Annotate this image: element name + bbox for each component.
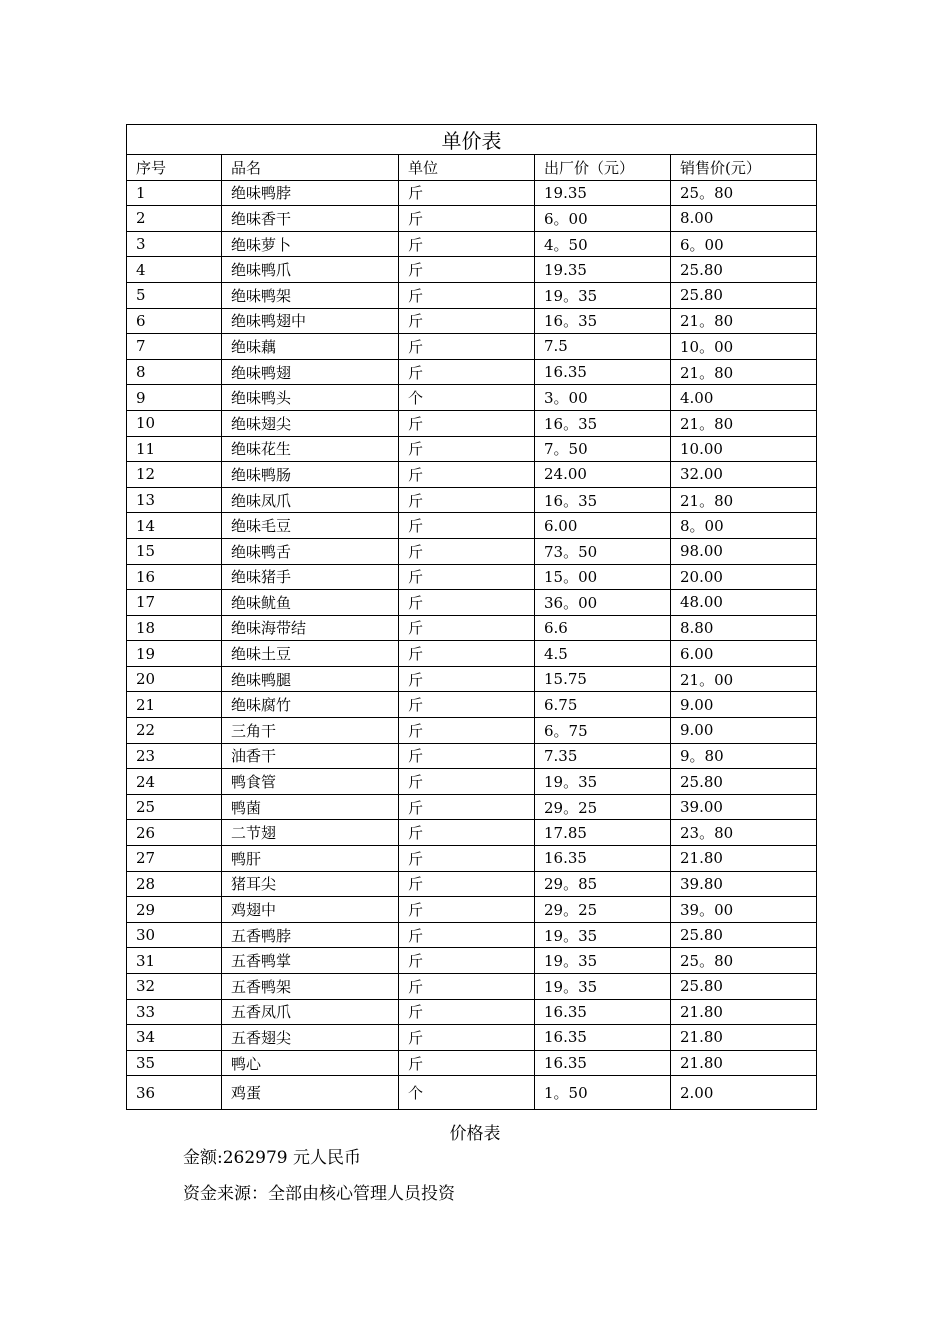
cell-factory-price: 19。35 — [535, 282, 671, 308]
cell-unit: 个 — [399, 1076, 535, 1110]
cell-unit: 斤 — [399, 999, 535, 1025]
cell-unit: 斤 — [399, 794, 535, 820]
cell-factory-price: 6。00 — [535, 206, 671, 232]
cell-retail-price: 39.00 — [671, 794, 817, 820]
table-row — [127, 436, 817, 462]
cell-product-name: 绝味鱿鱼 — [222, 590, 399, 616]
cell-factory-price: 19.35 — [535, 257, 671, 283]
table-row — [127, 308, 817, 334]
cell-index: 24 — [127, 769, 222, 795]
cell-unit: 斤 — [399, 590, 535, 616]
cell-product-name: 绝味毛豆 — [222, 513, 399, 539]
cell-retail-price: 9。80 — [671, 743, 817, 769]
cell-product-name: 绝味鸭腿 — [222, 666, 399, 692]
cell-index: 20 — [127, 666, 222, 692]
cell-retail-price: 21。80 — [671, 410, 817, 436]
cell-factory-price: 6.6 — [535, 615, 671, 641]
cell-retail-price: 21。80 — [671, 308, 817, 334]
amount-text: 金额:262979 元人民币 — [183, 1148, 362, 1168]
table-row — [127, 615, 817, 641]
cell-retail-price: 6.00 — [671, 641, 817, 667]
header-product-name: 品名 — [222, 155, 399, 181]
cell-product-name: 绝味鸭翅中 — [222, 308, 399, 334]
table-row — [127, 513, 817, 539]
table-row — [127, 180, 817, 206]
table-row — [127, 385, 817, 411]
cell-unit: 斤 — [399, 206, 535, 232]
cell-product-name: 三角干 — [222, 718, 399, 744]
table-header-row — [127, 155, 817, 181]
cell-index: 17 — [127, 590, 222, 616]
cell-index: 30 — [127, 922, 222, 948]
header-index: 序号 — [127, 155, 222, 181]
table-row — [127, 922, 817, 948]
cell-retail-price: 21。00 — [671, 666, 817, 692]
cell-retail-price: 25.80 — [671, 974, 817, 1000]
cell-product-name: 鸭食管 — [222, 769, 399, 795]
cell-index: 35 — [127, 1050, 222, 1076]
cell-index: 18 — [127, 615, 222, 641]
cell-unit: 斤 — [399, 410, 535, 436]
cell-factory-price: 4.5 — [535, 641, 671, 667]
cell-product-name: 绝味鸭肠 — [222, 462, 399, 488]
cell-product-name: 绝味鸭架 — [222, 282, 399, 308]
cell-product-name: 鸭菌 — [222, 794, 399, 820]
table-row — [127, 334, 817, 360]
cell-retail-price: 39。00 — [671, 897, 817, 923]
table-row — [127, 231, 817, 257]
cell-factory-price: 16.35 — [535, 1025, 671, 1051]
cell-unit: 斤 — [399, 871, 535, 897]
cell-unit: 斤 — [399, 436, 535, 462]
cell-retail-price: 39.80 — [671, 871, 817, 897]
cell-index: 25 — [127, 794, 222, 820]
cell-retail-price: 48.00 — [671, 590, 817, 616]
table-row — [127, 897, 817, 923]
cell-retail-price: 21。80 — [671, 359, 817, 385]
cell-index: 8 — [127, 359, 222, 385]
cell-factory-price: 16.35 — [535, 359, 671, 385]
cell-index: 1 — [127, 180, 222, 206]
cell-retail-price: 8.80 — [671, 615, 817, 641]
cell-product-name: 绝味鸭脖 — [222, 180, 399, 206]
cell-product-name: 绝味香干 — [222, 206, 399, 232]
cell-index: 28 — [127, 871, 222, 897]
table-row — [127, 641, 817, 667]
cell-product-name: 绝味土豆 — [222, 641, 399, 667]
cell-index: 21 — [127, 692, 222, 718]
cell-factory-price: 16。35 — [535, 487, 671, 513]
cell-index: 32 — [127, 974, 222, 1000]
cell-retail-price: 20.00 — [671, 564, 817, 590]
table-body — [127, 180, 817, 1110]
cell-retail-price: 9.00 — [671, 692, 817, 718]
cell-retail-price: 8。00 — [671, 513, 817, 539]
cell-retail-price: 25。80 — [671, 948, 817, 974]
cell-retail-price: 32.00 — [671, 462, 817, 488]
cell-factory-price: 73。50 — [535, 538, 671, 564]
cell-retail-price: 21.80 — [671, 1025, 817, 1051]
cell-unit: 斤 — [399, 462, 535, 488]
cell-factory-price: 4。50 — [535, 231, 671, 257]
cell-product-name: 绝味猪手 — [222, 564, 399, 590]
cell-index: 34 — [127, 1025, 222, 1051]
cell-unit: 斤 — [399, 948, 535, 974]
cell-factory-price: 16.35 — [535, 1050, 671, 1076]
cell-index: 12 — [127, 462, 222, 488]
cell-factory-price: 19。35 — [535, 769, 671, 795]
table-row — [127, 359, 817, 385]
cell-product-name: 五香鸭脖 — [222, 922, 399, 948]
cell-product-name: 绝味凤爪 — [222, 487, 399, 513]
cell-index: 27 — [127, 846, 222, 872]
cell-factory-price: 16.35 — [535, 846, 671, 872]
cell-unit: 斤 — [399, 180, 535, 206]
cell-unit: 斤 — [399, 820, 535, 846]
cell-factory-price: 19。35 — [535, 922, 671, 948]
cell-index: 7 — [127, 334, 222, 360]
cell-product-name: 绝味藕 — [222, 334, 399, 360]
cell-product-name: 五香凤爪 — [222, 999, 399, 1025]
cell-product-name: 鸡翅中 — [222, 897, 399, 923]
table-row — [127, 794, 817, 820]
header-factory-price: 出厂价（元） — [535, 155, 671, 181]
cell-retail-price: 25.80 — [671, 257, 817, 283]
table-row — [127, 538, 817, 564]
cell-product-name: 绝味萝卜 — [222, 231, 399, 257]
cell-unit: 斤 — [399, 513, 535, 539]
cell-factory-price: 17.85 — [535, 820, 671, 846]
cell-unit: 斤 — [399, 334, 535, 360]
cell-index: 36 — [127, 1076, 222, 1110]
cell-retail-price: 21.80 — [671, 1050, 817, 1076]
cell-product-name: 油香干 — [222, 743, 399, 769]
cell-factory-price: 29。85 — [535, 871, 671, 897]
cell-index: 13 — [127, 487, 222, 513]
cell-unit: 斤 — [399, 282, 535, 308]
cell-retail-price: 9.00 — [671, 718, 817, 744]
cell-retail-price: 2.00 — [671, 1076, 817, 1110]
cell-product-name: 鸭心 — [222, 1050, 399, 1076]
cell-retail-price: 8.00 — [671, 206, 817, 232]
cell-retail-price: 10.00 — [671, 436, 817, 462]
table-row — [127, 1025, 817, 1051]
cell-factory-price: 24.00 — [535, 462, 671, 488]
cell-product-name: 五香鸭掌 — [222, 948, 399, 974]
table-row — [127, 718, 817, 744]
cell-index: 10 — [127, 410, 222, 436]
cell-retail-price: 25.80 — [671, 282, 817, 308]
cell-index: 26 — [127, 820, 222, 846]
cell-unit: 斤 — [399, 718, 535, 744]
table-caption: 价格表 — [449, 1124, 501, 1144]
cell-unit: 斤 — [399, 1025, 535, 1051]
cell-unit: 斤 — [399, 257, 535, 283]
cell-unit: 斤 — [399, 692, 535, 718]
cell-unit: 个 — [399, 385, 535, 411]
table-row — [127, 666, 817, 692]
table-row — [127, 948, 817, 974]
cell-factory-price: 6。75 — [535, 718, 671, 744]
cell-unit: 斤 — [399, 231, 535, 257]
cell-product-name: 绝味鸭爪 — [222, 257, 399, 283]
cell-factory-price: 15.75 — [535, 666, 671, 692]
table-row — [127, 846, 817, 872]
cell-product-name: 二节翅 — [222, 820, 399, 846]
table-row — [127, 462, 817, 488]
cell-index: 11 — [127, 436, 222, 462]
cell-unit: 斤 — [399, 897, 535, 923]
cell-unit: 斤 — [399, 769, 535, 795]
cell-retail-price: 21.80 — [671, 999, 817, 1025]
cell-index: 4 — [127, 257, 222, 283]
cell-factory-price: 36。00 — [535, 590, 671, 616]
cell-index: 3 — [127, 231, 222, 257]
cell-index: 16 — [127, 564, 222, 590]
cell-index: 5 — [127, 282, 222, 308]
cell-index: 9 — [127, 385, 222, 411]
table-row — [127, 590, 817, 616]
cell-factory-price: 1。50 — [535, 1076, 671, 1110]
cell-unit: 斤 — [399, 564, 535, 590]
cell-product-name: 猪耳尖 — [222, 871, 399, 897]
cell-factory-price: 6.00 — [535, 513, 671, 539]
cell-factory-price: 7.35 — [535, 743, 671, 769]
cell-factory-price: 19。35 — [535, 948, 671, 974]
table-row — [127, 1076, 817, 1110]
table-row — [127, 257, 817, 283]
cell-retail-price: 23。80 — [671, 820, 817, 846]
cell-factory-price: 15。00 — [535, 564, 671, 590]
cell-factory-price: 3。00 — [535, 385, 671, 411]
table-row — [127, 410, 817, 436]
cell-retail-price: 25.80 — [671, 922, 817, 948]
cell-index: 23 — [127, 743, 222, 769]
table-title-row — [127, 125, 817, 155]
cell-retail-price: 25。80 — [671, 180, 817, 206]
cell-factory-price: 29。25 — [535, 794, 671, 820]
header-retail-price: 销售价(元） — [671, 155, 817, 181]
cell-retail-price: 21。80 — [671, 487, 817, 513]
table-row — [127, 564, 817, 590]
cell-index: 31 — [127, 948, 222, 974]
cell-retail-price: 6。00 — [671, 231, 817, 257]
cell-index: 2 — [127, 206, 222, 232]
cell-unit: 斤 — [399, 308, 535, 334]
table-row — [127, 769, 817, 795]
cell-product-name: 绝味鸭舌 — [222, 538, 399, 564]
table-title: 单价表 — [127, 125, 817, 155]
cell-product-name: 绝味鸭头 — [222, 385, 399, 411]
cell-factory-price: 19.35 — [535, 180, 671, 206]
cell-unit: 斤 — [399, 846, 535, 872]
cell-product-name: 绝味海带结 — [222, 615, 399, 641]
cell-unit: 斤 — [399, 359, 535, 385]
cell-factory-price: 7。50 — [535, 436, 671, 462]
cell-unit: 斤 — [399, 974, 535, 1000]
cell-retail-price: 4.00 — [671, 385, 817, 411]
table-row — [127, 871, 817, 897]
cell-factory-price: 29。25 — [535, 897, 671, 923]
cell-unit: 斤 — [399, 641, 535, 667]
cell-index: 19 — [127, 641, 222, 667]
cell-factory-price: 16。35 — [535, 410, 671, 436]
cell-unit: 斤 — [399, 743, 535, 769]
table-row — [127, 1050, 817, 1076]
cell-retail-price: 98.00 — [671, 538, 817, 564]
cell-product-name: 绝味翅尖 — [222, 410, 399, 436]
cell-index: 14 — [127, 513, 222, 539]
cell-unit: 斤 — [399, 666, 535, 692]
cell-factory-price: 7.5 — [535, 334, 671, 360]
cell-product-name: 五香翅尖 — [222, 1025, 399, 1051]
cell-product-name: 绝味花生 — [222, 436, 399, 462]
table-row — [127, 206, 817, 232]
cell-index: 15 — [127, 538, 222, 564]
cell-retail-price: 25.80 — [671, 769, 817, 795]
cell-unit: 斤 — [399, 487, 535, 513]
funding-source-text: 资金来源：全部由核心管理人员投资 — [183, 1184, 455, 1204]
cell-factory-price: 6.75 — [535, 692, 671, 718]
cell-index: 29 — [127, 897, 222, 923]
table-row — [127, 743, 817, 769]
cell-product-name: 绝味腐竹 — [222, 692, 399, 718]
cell-factory-price: 16。35 — [535, 308, 671, 334]
cell-product-name: 鸡蛋 — [222, 1076, 399, 1110]
price-table — [126, 124, 817, 1110]
cell-factory-price: 19。35 — [535, 974, 671, 1000]
cell-unit: 斤 — [399, 922, 535, 948]
cell-index: 6 — [127, 308, 222, 334]
cell-unit: 斤 — [399, 538, 535, 564]
cell-product-name: 绝味鸭翅 — [222, 359, 399, 385]
cell-index: 33 — [127, 999, 222, 1025]
table-row — [127, 692, 817, 718]
cell-product-name: 五香鸭架 — [222, 974, 399, 1000]
cell-unit: 斤 — [399, 1050, 535, 1076]
cell-index: 22 — [127, 718, 222, 744]
cell-retail-price: 21.80 — [671, 846, 817, 872]
cell-product-name: 鸭肝 — [222, 846, 399, 872]
table-row — [127, 820, 817, 846]
cell-factory-price: 16.35 — [535, 999, 671, 1025]
cell-retail-price: 10。00 — [671, 334, 817, 360]
table-row — [127, 974, 817, 1000]
table-row — [127, 487, 817, 513]
header-unit: 单位 — [399, 155, 535, 181]
table-row — [127, 282, 817, 308]
table-row — [127, 999, 817, 1025]
cell-unit: 斤 — [399, 615, 535, 641]
